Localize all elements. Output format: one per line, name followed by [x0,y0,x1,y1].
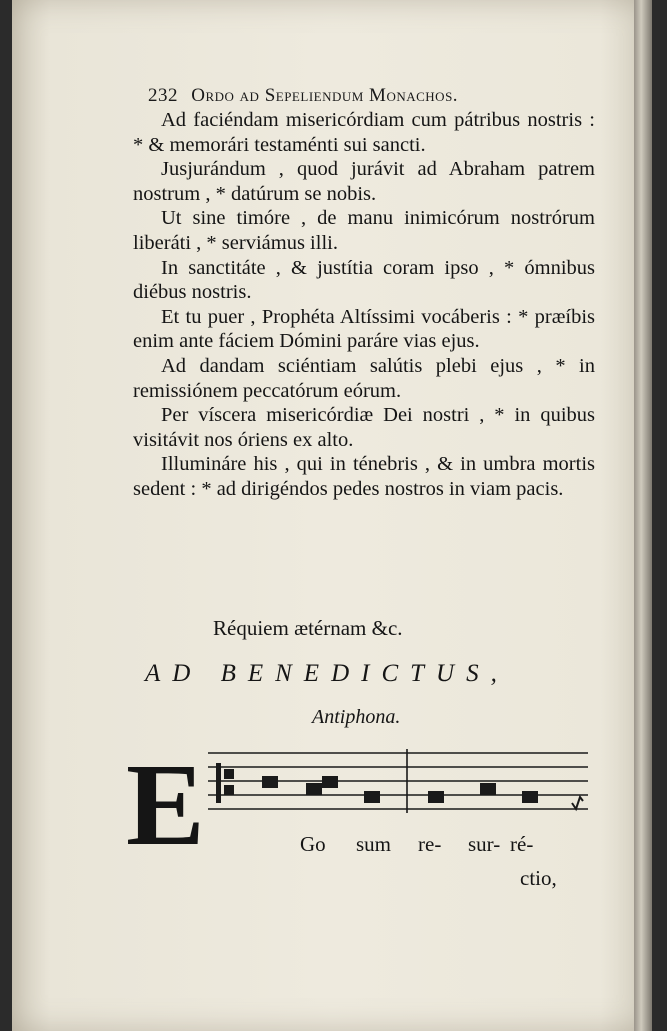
neume [428,791,444,803]
antiphona-label: Antiphona. [312,706,401,728]
neume [522,791,538,803]
verse: Ad faciéndam misericórdiam cum pátribus nostris : * & memorári testaménti sui sancti. [133,109,595,156]
neume [364,791,380,803]
section-heading: AD BENEDICTUS, [145,660,509,687]
syllable: ré- [510,832,534,856]
verse: In sanctitáte , & justítia coram ipso , * ómnibus diébus nostris. [133,256,595,304]
chant-staff [208,745,598,820]
custos-icon [572,797,583,809]
chant-notes [262,776,538,803]
drop-cap-initial: E [126,739,205,870]
neume [480,783,496,795]
requiem-line: Réquiem ætérnam &c. [213,616,403,640]
verse: Ut sine timóre , de manu inimicórum nostrórum liberáti , * serviámus illi. [133,207,595,254]
chant-lyrics [300,832,600,892]
syllable: re- [418,832,442,856]
page-header [148,85,588,107]
verse: Per víscera misericórdiæ Dei nostri , * in quibus visitávit nos óriens ex alto. [133,404,595,451]
book-spine [634,0,652,1031]
verse: Jusjurándum , quod jurávit ad Abraham patrem nostrum , * datúrum se nobis. [133,158,595,205]
neume [262,776,278,788]
syllable: sum [356,832,392,856]
clef-icon [216,763,234,803]
verse: Illumináre his , qui in ténebris , & in umbra mortis sedent : * ad dirigéndos pedes nostros in viam pacis. [133,453,595,500]
syllable: ctio, [520,866,557,890]
syllable: Go [300,832,326,856]
neume [322,776,338,788]
syllable: sur- [468,832,501,856]
running-title: Ordo ad Sepeliendum Monachos. [191,85,459,106]
page-number: 232 [148,85,178,106]
verse: Ad dandam sciéntiam salútis plebi ejus , * in remissiónem peccatórum eórum. [133,354,595,402]
neume [306,783,322,795]
canticle-text [133,108,595,502]
verse: Et tu puer , Prophéta Altíssimi vocáberis : * præíbis enim ante fáciem Dómini paráre vias ejus. [133,305,595,353]
